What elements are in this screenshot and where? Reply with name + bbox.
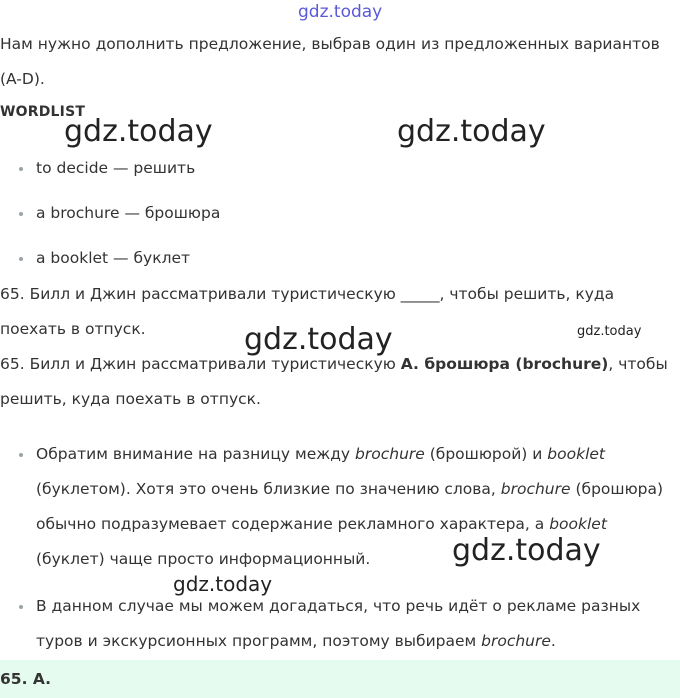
list-item: В данном случае мы можем догадаться, что речь идёт о рекламе разных туров и экскурсионных программ, поэтому выбираем brochure. <box>0 589 668 659</box>
list-item: to decide — решить <box>0 146 668 191</box>
final-answer: 65. A. <box>0 660 680 698</box>
solution-suffix: , чтобы решить, куда поехать в отпуск. <box>0 355 668 408</box>
watermark: gdz.today <box>244 322 393 357</box>
watermark: gdz.today <box>173 572 273 596</box>
list-item: a brochure — брошюра <box>0 191 668 236</box>
solution-prefix: 65. Билл и Джин рассматривали туристическую <box>0 355 401 373</box>
intro-text: Нам нужно дополнить предложение, выбрав один из предложенных вариантов (A-D). <box>0 35 660 88</box>
question-text: 65. Билл и Джин рассматривали туристическую _____, чтобы решить, куда поехать в отпуск. <box>0 285 615 338</box>
list-item: Обратим внимание на разницу между brochure (брошюрой) и booklet (буклетом). Хотя это очень близкие по значению слова, brochure (брошюра) обычно подразумевает содержание рекламного характера, а booklet (буклет) чаще просто информационный. <box>0 437 668 577</box>
watermark: gdz.today <box>64 114 213 149</box>
watermark-top: gdz.today <box>298 2 383 22</box>
watermark: gdz.today <box>397 114 546 149</box>
wordlist <box>0 146 668 281</box>
wordlist-heading: WORDLIST <box>0 104 86 120</box>
list-item: a booklet — буклет <box>0 236 668 281</box>
solution-text <box>0 347 668 417</box>
watermark: gdz.today <box>452 533 601 568</box>
watermark: gdz.today <box>577 324 642 339</box>
solution-answer: A. брошюра (brochure) <box>400 355 609 373</box>
